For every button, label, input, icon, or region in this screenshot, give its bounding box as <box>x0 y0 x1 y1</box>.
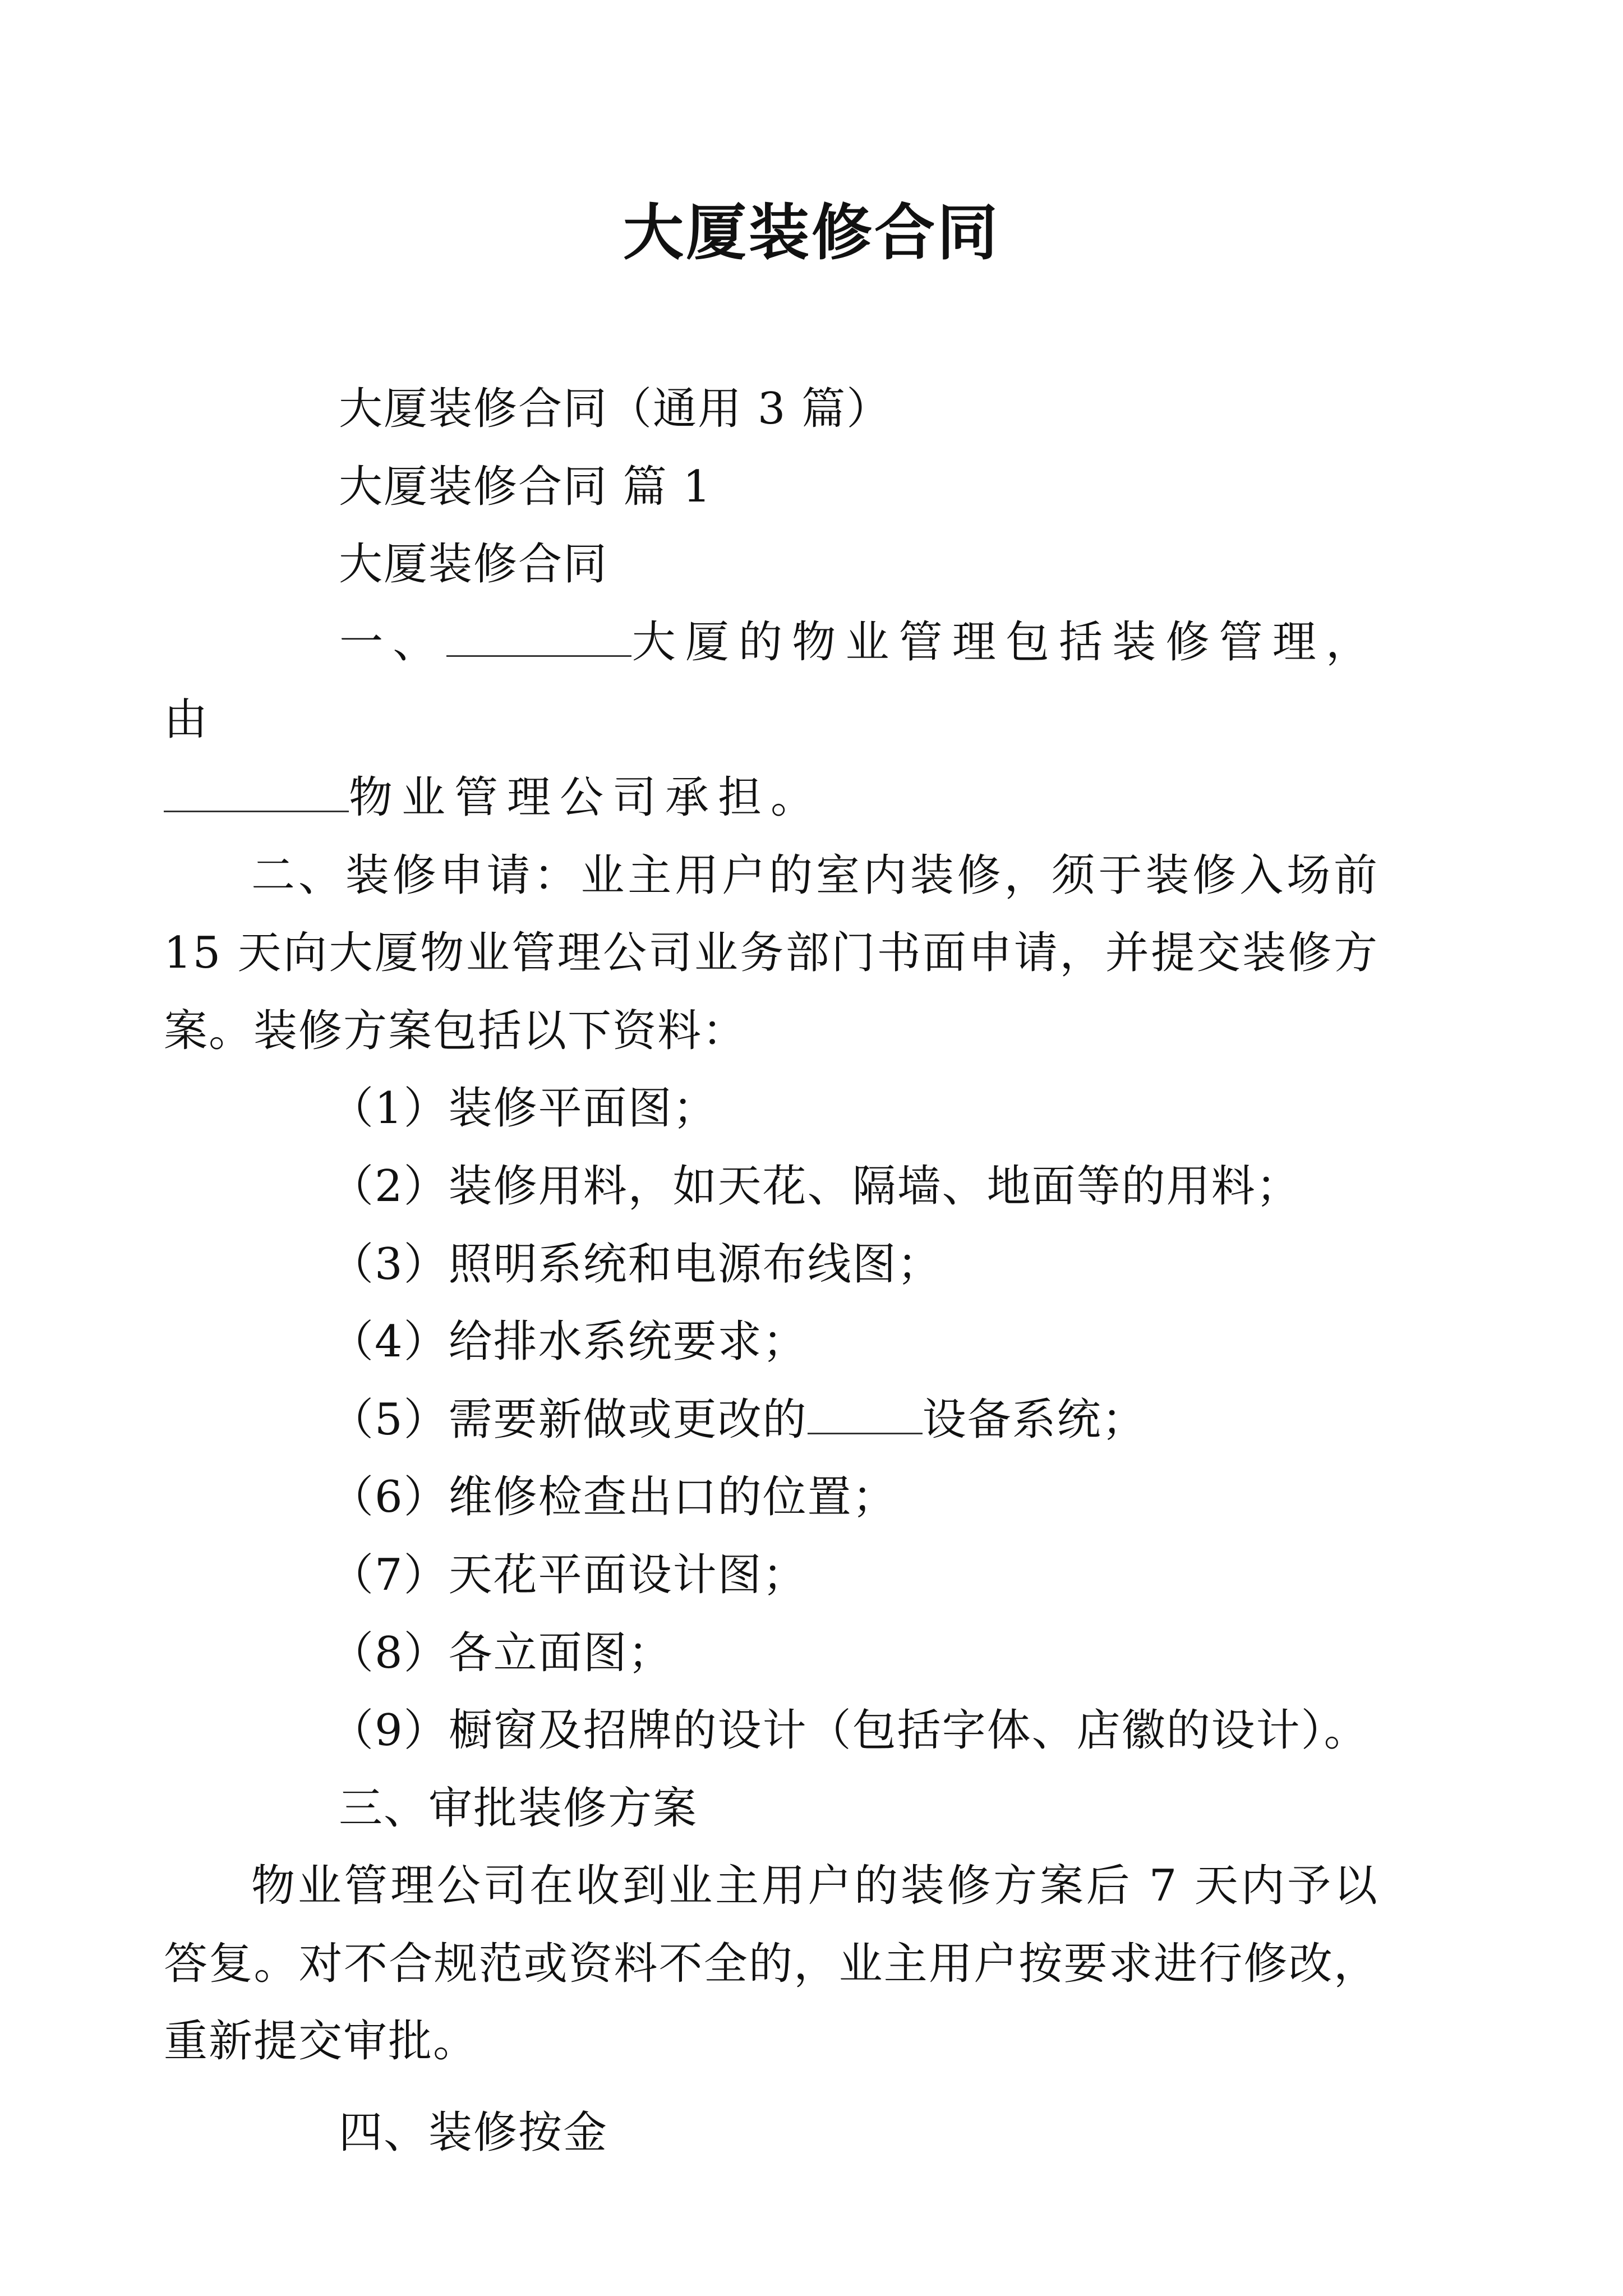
clause-1-middle: 大厦的物业管理包括装修管理，由 <box>164 616 1378 746</box>
clause-1-prefix: 一、 <box>339 616 446 668</box>
clause-1 <box>164 604 1378 837</box>
list-item-8: （8）各立面图； <box>330 1627 673 1678</box>
list-item-4: （4）给排水系统要求； <box>330 1317 808 1368</box>
blank-field-equipment <box>808 1397 923 1434</box>
paragraph-subtitle: 大厦装修合同（通用 3 篇） <box>339 384 892 434</box>
list-item-6: （6）维修检查出口的位置； <box>330 1472 897 1523</box>
blank-field-building-name <box>446 620 631 656</box>
list-item-9: （9）橱窗及招牌的设计（包括字体、店徽的设计）。 <box>330 1705 1369 1756</box>
list-item-5-suffix: 设备系统； <box>922 1394 1147 1445</box>
list-item-3: （3）照明系统和电源布线图； <box>330 1239 942 1290</box>
clause-3-heading: 三、审批装修方案 <box>339 1783 698 1834</box>
paragraph-section-heading: 大厦装修合同 篇 1 <box>339 461 712 512</box>
list-item-5 <box>251 1381 1378 1459</box>
document-title: 大厦装修合同 <box>623 197 1000 268</box>
clause-2: 二、装修申请：业主用户的室内装修，须于装修入场前 15 天向大厦物业管理公司业务部门书面申请，并提交装修方案。装修方案包括以下资料： <box>164 850 1378 1056</box>
list-item-2: （2）装修用料，如天花、隔墙、地面等的用料； <box>330 1161 1301 1212</box>
clause-1-suffix: 物业管理公司承担。 <box>349 772 824 823</box>
clause-3-body: 物业管理公司在收到业主用户的装修方案后 7 天内予以答复。对不合规范或资料不全的，业主用户按要求进行修改，重新提交审批。 <box>164 1861 1378 2067</box>
list-item-5-prefix: （5）需要新做或更改的 <box>330 1394 808 1445</box>
list-item-7: （7）天花平面设计图； <box>330 1549 808 1600</box>
clause-4-heading: 四、装修按金 <box>339 2108 608 2159</box>
document-body <box>164 370 1378 2172</box>
list-item-1: （1）装修平面图； <box>330 1083 718 1134</box>
blank-field-company-name <box>164 776 349 812</box>
paragraph-contract-heading: 大厦装修合同 <box>339 539 608 590</box>
